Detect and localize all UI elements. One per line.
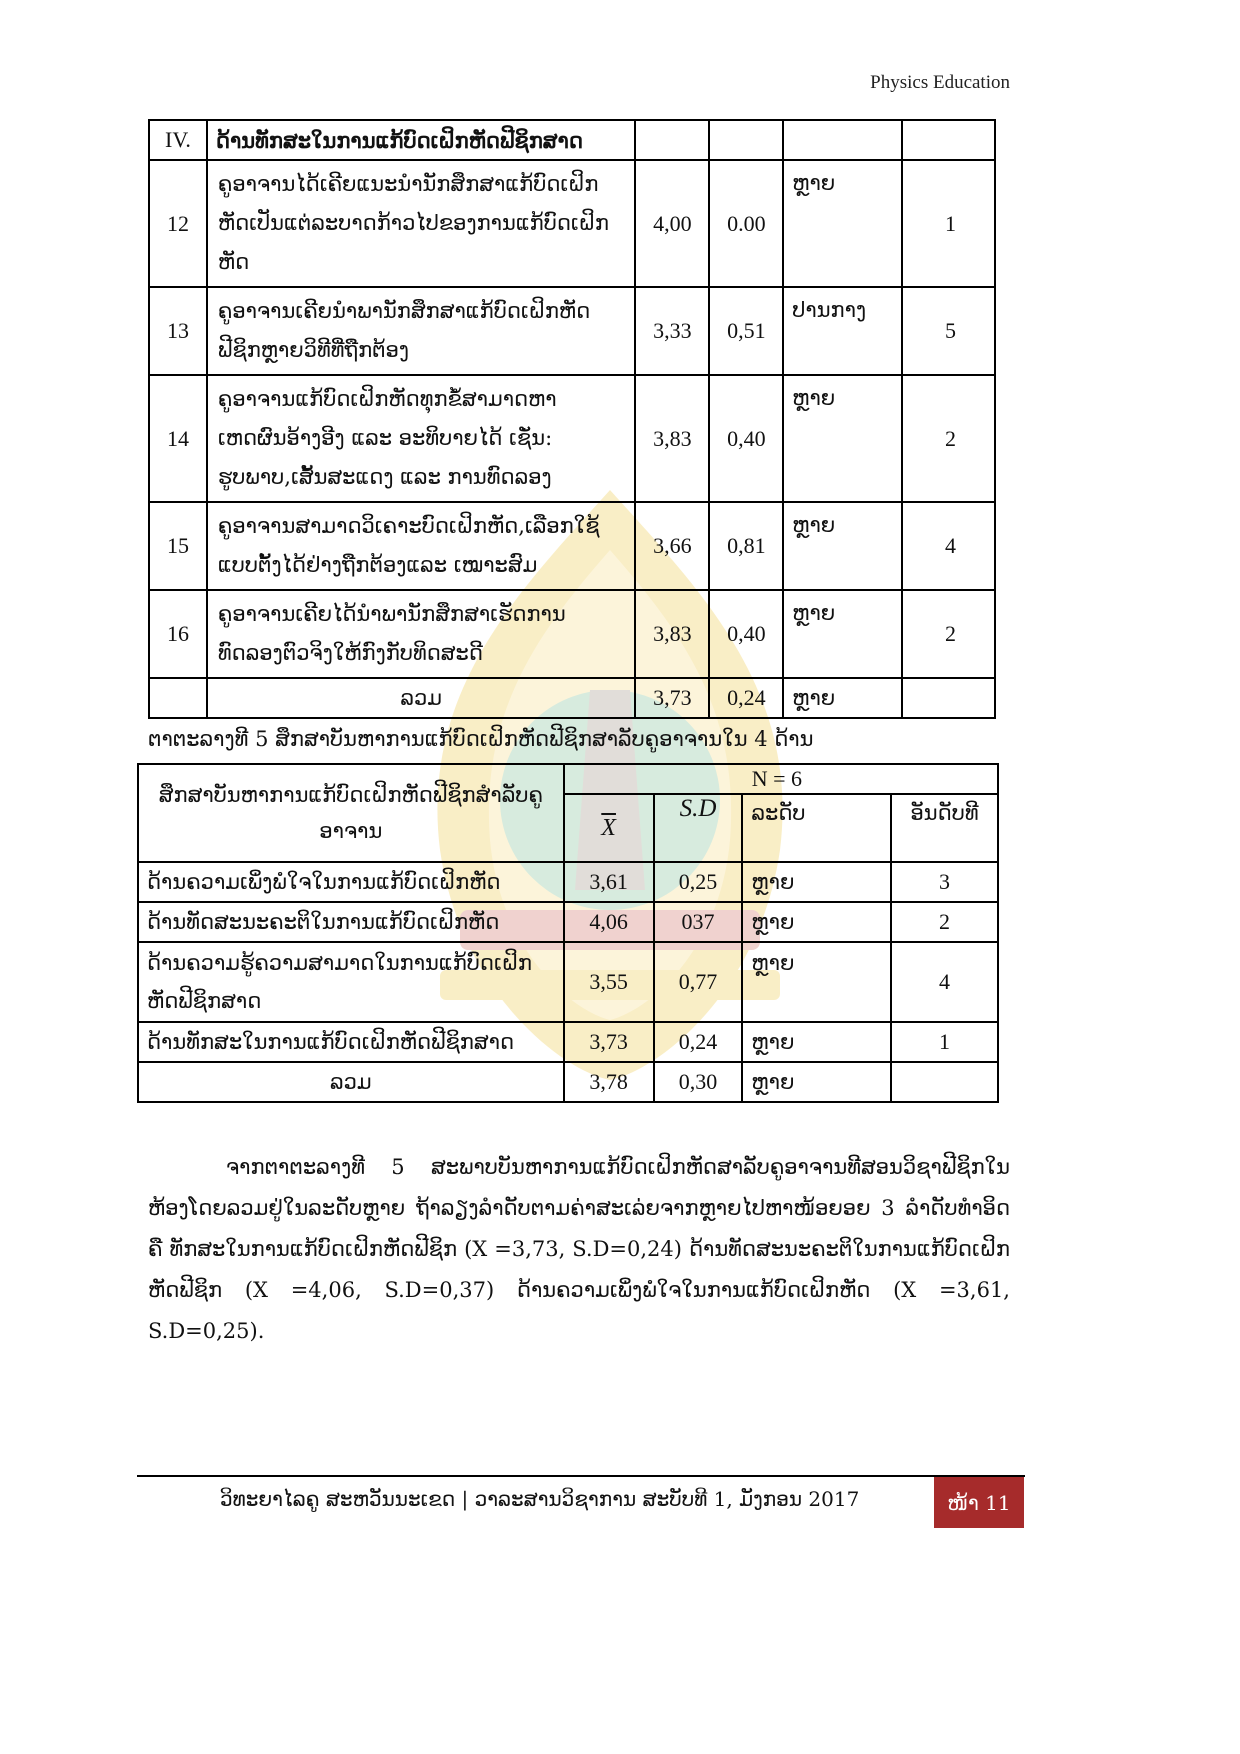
table-row (138, 942, 998, 1022)
summary-mean: 3,73 (635, 678, 709, 718)
table-row: 16 ຄູອາຈານເຄີຍໄດ້ນຳພານັກສຶກສາເຮັດການທົດລອງຕົວຈິງໃຫ້ກົງກັບທິດສະດີ 3,83 0,40 ຫຼາຍ 2 (149, 590, 995, 678)
mean-header: $\overline{X}$ (564, 794, 654, 862)
mean-symbol: X (253, 1278, 268, 1302)
rank-cell: 4 (891, 942, 998, 1022)
sd-cell: 0,24 (654, 1022, 743, 1062)
sd-cell: 0,51 (709, 287, 783, 375)
mean-cell: 4,00 (635, 160, 709, 287)
mean-cell: 3,61 (564, 862, 654, 902)
aspect-cell: ດ້ານທັກສະໃນການແກ້ບົດເຝິກຫັດຟີຊິກສາດ (138, 1022, 564, 1062)
mean-cell: 3,73 (564, 1022, 654, 1062)
summary-level: ຫຼາຍ (742, 1062, 891, 1102)
sd-cell: 037 (654, 902, 743, 942)
summary-table (137, 763, 999, 1103)
rank-cell: 1 (902, 160, 995, 287)
table-row (138, 862, 998, 902)
summary-row (138, 1062, 998, 1102)
aspect-cell: ດ້ານຄວາມເພິ່ງພໍໃຈໃນການແກ້ບົດເຝິກຫັດ (138, 862, 564, 902)
level-cell: ຫຼາຍ (783, 160, 902, 287)
footer-divider (137, 1475, 1025, 1477)
body-paragraph: ຈາກຕາຕະລາງທີ 5 ສະພາບບັນຫາການແກ້ບົດເຝິກຫັດສາລັບຄູອາຈານທີສອນວິຊາຟີຊິກໃນຫ້ອງໂດຍລວມຢູ່ໃນລະດັບຫຼາຍ ຖ້າລຽງລຳດັບຕາມຄ່າສະເລ່ຍຈາກຫຼາຍໄປຫາໜ້ອຍອຍ 3 ລຳດັບທຳອິດຄື ທັກສະໃນການແກ້ບົດເຝິກຫັດຟີຊິກ (X =3,73, S.D=0,24) ດ້ານທັດສະນະຄະຕິໃນການແກ້ບົດເຝິກຫັດຟີຊິກ (X =4,06, S.D=0,37) ດ້ານຄວາມເພິ່ງພໍໃຈໃນການແກ້ບົດເຝິກຫັດ (X =3,61, S.D=0,25). (148, 1155, 1011, 1343)
rank-cell: 2 (902, 590, 995, 678)
sd-cell: 0,40 (709, 375, 783, 502)
mean-cell: 3,33 (635, 287, 709, 375)
level-cell: ຫຼາຍ (742, 942, 891, 1022)
section-id: IV. (149, 120, 207, 160)
mean-cell: 3,83 (635, 590, 709, 678)
summary-label: ລວມ (138, 1062, 564, 1102)
summary-row (149, 678, 995, 718)
summary-mean: 3,78 (564, 1062, 654, 1102)
item-text: ຄູອາຈານໄດ້ເຄີຍແນະນຳນັກສຶກສາແກ້ບົດເຝິກຫັດເປັນແຕ່ລະບາດກ້າວໄປຂອງການແກ້ບົດເຝິກຫັດ (207, 160, 636, 287)
table-row: 14 ຄູອາຈານແກ້ບົດເຝິກຫັດທຸກຂໍ້ສາມາດຫາເຫດຜົນອ້າງອີງ ແລະ ອະທິບາຍໄດ້ ເຊັ່ນ: ຮູບພາບ,ເສັ້ນສະແດງ ແລະ ການທົດລອງ 3,83 0,40 ຫຼາຍ 2 (149, 375, 995, 502)
summary-level: ຫຼາຍ (783, 678, 902, 718)
topic-header: ສຶກສາບັນຫາການແກ້ບົດເຝິກຫັດຟີຊິກສຳລັບຄູອາຈານ (138, 764, 564, 862)
summary-sd: 0,24 (709, 678, 783, 718)
level-cell: ຫຼາຍ (783, 502, 902, 590)
table-row (138, 902, 998, 942)
rank-cell: 1 (891, 1022, 998, 1062)
rank-cell: 2 (891, 902, 998, 942)
rank-cell: 3 (891, 862, 998, 902)
sd-cell: 0,81 (709, 502, 783, 590)
table-row (138, 1022, 998, 1062)
section-title: ດ້ານທັກສະໃນການແກ້ບົດເຝິກຫັດຟີຊິກສາດ (207, 120, 636, 160)
mean-cell: 4,06 (564, 902, 654, 942)
table-row: 13 ຄູອາຈານເຄີຍນຳພານັກສຶກສາແກ້ບົດເຝິກຫັດຟີຊິກຫຼາຍວິທີທີ່ຖືກຕ້ອງ 3,33 0,51 ປານກາງ 5 (149, 287, 995, 375)
skills-table (148, 119, 996, 719)
item-text: ຄູອາຈານເຄີຍນຳພານັກສຶກສາແກ້ບົດເຝິກຫັດຟີຊິກຫຼາຍວິທີທີ່ຖືກຕ້ອງ (207, 287, 636, 375)
item-text: ຄູອາຈານເຄີຍໄດ້ນຳພານັກສຶກສາເຮັດການທົດລອງຕົວຈິງໃຫ້ກົງກັບທິດສະດີ (207, 590, 636, 678)
sd-cell: 0,77 (654, 942, 743, 1022)
item-text: ຄູອາຈານສາມາດວິເຄາະບົດເຝິກຫັດ,ເລືອກໃຊ້ແບບຕັ້ງໄດ້ຢ່າງຖືກຕ້ອງແລະ ເໝາະສົມ (207, 502, 636, 590)
rank-header: ອັນດັບທີ (891, 794, 998, 862)
level-cell: ຫຼາຍ (742, 1022, 891, 1062)
sd-cell: 0.00 (709, 160, 783, 287)
journal-header: Physics Education (870, 72, 1010, 93)
rank-cell: 2 (902, 375, 995, 502)
table-caption: ຕາຕະລາງທີ 5 ສຶກສາບັນຫາການແກ້ບົດເຝິກຫັດຟີຊິກສາລັບຄູອາຈານໃນ 4 ດ້ານ (148, 727, 814, 751)
level-cell: ຫຼາຍ (783, 375, 902, 502)
sample-size: N = 6 (564, 764, 998, 794)
page-number-badge: ໜ້າ 11 (934, 1477, 1024, 1528)
level-cell: ປານກາງ (783, 287, 902, 375)
rank-cell: 5 (902, 287, 995, 375)
summary-sd: 0,30 (654, 1062, 743, 1102)
mean-cell: 3,83 (635, 375, 709, 502)
mean-symbol: X (901, 1278, 917, 1302)
sd-header: S.D (654, 794, 743, 862)
aspect-cell: ດ້ານຄວາມຮູ້ຄວາມສາມາດໃນການແກ້ບົດເຝິກຫັດຟີຊິກສາດ (138, 942, 564, 1022)
sd-cell: 0,40 (709, 590, 783, 678)
item-text: ຄູອາຈານແກ້ບົດເຝິກຫັດທຸກຂໍ້ສາມາດຫາເຫດຜົນອ້າງອີງ ແລະ ອະທິບາຍໄດ້ ເຊັ່ນ: ຮູບພາບ,ເສັ້ນສະແດງ ແລະ ການທົດລອງ (207, 375, 636, 502)
level-header: ລະດັບ (742, 794, 891, 862)
table-row: 12 ຄູອາຈານໄດ້ເຄີຍແນະນຳນັກສຶກສາແກ້ບົດເຝິກຫັດເປັນແຕ່ລະບາດກ້າວໄປຂອງການແກ້ບົດເຝິກຫັດ 4,00 0.00 ຫຼາຍ 1 (149, 160, 995, 287)
level-cell: ຫຼາຍ (742, 862, 891, 902)
level-cell: ຫຼາຍ (742, 902, 891, 942)
table-row: 15 ຄູອາຈານສາມາດວິເຄາະບົດເຝິກຫັດ,ເລືອກໃຊ້ແບບຕັ້ງໄດ້ຢ່າງຖືກຕ້ອງແລະ ເໝາະສົມ 3,66 0,81 ຫຼາຍ 4 (149, 502, 995, 590)
footer-text: ວິທະຍາໄລຄູ ສະຫວັນນະເຂດ | ວາລະສານວິຊາການ ສະບັບທີ 1, ມັງກອນ 2017 (220, 1487, 860, 1511)
sd-cell: 0,25 (654, 862, 743, 902)
level-cell: ຫຼາຍ (783, 590, 902, 678)
section-header-row (149, 120, 995, 160)
aspect-cell: ດ້ານທັດສະນະຄະຕິໃນການແກ້ບົດເຝິກຫັດ (138, 902, 564, 942)
summary-label: ລວມ (207, 678, 636, 718)
mean-cell: 3,66 (635, 502, 709, 590)
mean-symbol: X (472, 1237, 488, 1261)
mean-cell: 3,55 (564, 942, 654, 1022)
rank-cell: 4 (902, 502, 995, 590)
